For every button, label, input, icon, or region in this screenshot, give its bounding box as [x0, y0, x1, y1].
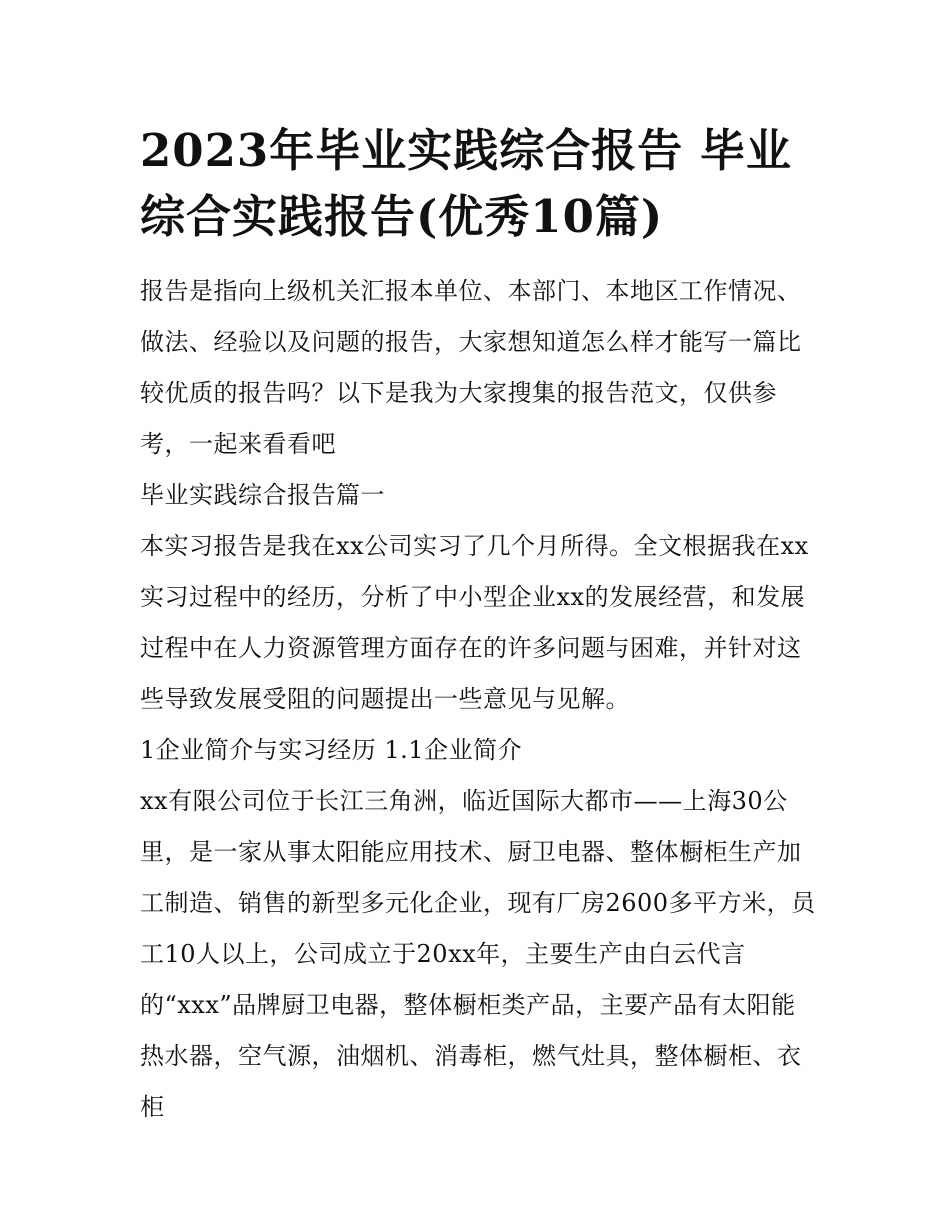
section-heading: 毕业实践综合报告篇一	[140, 481, 385, 509]
document-title: 2023年毕业实践综合报告 毕业综合实践报告(优秀10篇)	[140, 124, 792, 243]
intro-paragraph: 报告是指向上级机关汇报本单位、本部门、本地区工作情况、做法、经验以及问题的报告，大家想知道怎么样才能写一篇比较优质的报告吗？以下是我为大家搜集的报告范文，仅供参考，一起来看看吧	[140, 277, 802, 458]
document-body	[140, 118, 820, 1133]
subsection-heading: 1企业简介与实习经历 1.1企业简介	[140, 736, 523, 764]
section-paragraph-2: xx有限公司位于长江三角洲，临近国际大都市——上海30公里，是一家从事太阳能应用技术、厨卫电器、整体橱柜生产加工制造、销售的新型多元化企业，现有厂房2600多平方米，员工10人以上，公司成立于20xx年，主要生产由白云代言的“xxx”品牌厨卫电器，整体橱柜类产品，主要产品有太阳能热水器，空气源，油烟机、消毒柜，燃气灶具，整体橱柜、衣柜	[140, 787, 816, 1121]
section-paragraph-1: 本实习报告是我在xx公司实习了几个月所得。全文根据我在xx实习过程中的经历，分析了中小型企业xx的发展经营，和发展过程中在人力资源管理方面存在的许多问题与困难，并针对这些导致发展受阻的问题提出一些意见与见解。	[140, 532, 809, 713]
